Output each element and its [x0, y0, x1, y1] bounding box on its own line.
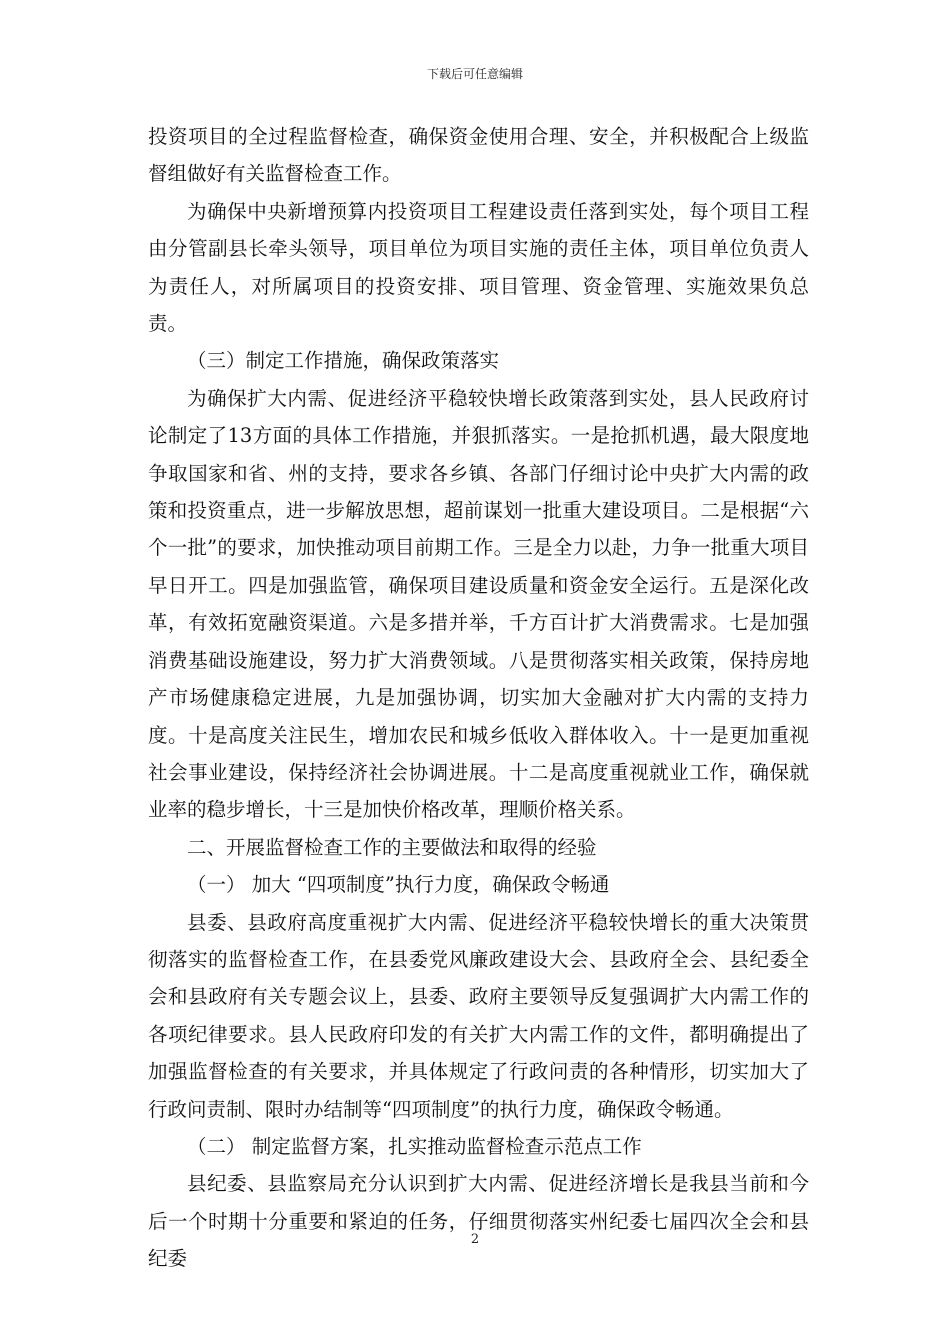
section-heading-3: （三）制定工作措施，确保政策落实 [187, 349, 500, 373]
page-number: 2 [470, 1232, 480, 1247]
document-body [148, 118, 809, 1278]
paragraph-four-systems: 县委、县政府高度重视扩大内需、促进经济平稳较快增长的重大决策贯彻落实的监督检查工作，在县委党风廉政建设大会、县政府全会、县纪委全会和县政府有关专题会议上，县委、政府主要领导反复强调扩大内需工作的各项纪律要求。县人民政府印发的有关扩大内需工作的文件，都明确提出了加强监督检查的有关要求，并具体规定了行政问责的各种情形，切实加大了行政问责制、限时办结制等“四项制度”的执行力度，确保政令畅通。 [148, 910, 809, 1121]
section-heading-1: （一） 加大 “四项制度”执行力度，确保政令畅通 [187, 873, 610, 897]
page-header: 下载后可任意编辑 [426, 67, 523, 81]
section-heading-2: （二） 制定监督方案，扎实推动监督检查示范点工作 [187, 1134, 642, 1158]
paragraph-work-measures: 为确保扩大内需、促进经济平稳较快增长政策落到实处，县人民政府讨论制定了13方面的具体工作措施，并狠抓落实。一是抢抓机遇，最大限度地争取国家和省、州的支持，要求各乡镇、各部门仔细讨论中央扩大内需的政策和投资重点，进一步解放思想，超前谋划一批重大建设项目。二是根据“六个一批”的要求，加快推动项目前期工作。三是全力以赴，力争一批重大项目早日开工。四是加强监管，确保项目建设质量和资金安全运行。五是深化改革，有效拓宽融资渠道。六是多措并举，千方百计扩大消费需求。七是加强消费基础设施建设，努力扩大消费领域。八是贯彻落实相关政策，保持房地产市场健康稳定进展，九是加强协调，切实加大金融对扩大内需的支持力度。十是高度关注民生，增加农民和城乡低收入群体收入。十一是更加重视社会事业建设，保持经济社会协调进展。十二是高度重视就业工作，确保就业率的稳步增长，十三是加快价格改革，理顺价格关系。 [148, 386, 809, 822]
section-heading-two: 二、开展监督检查工作的主要做法和取得的经验 [187, 835, 597, 859]
paragraph-supervision-plan: 县纪委、县监察局充分认识到扩大内需、促进经济增长是我县当前和今后一个时期十分重要和紧迫的任务，仔细贯彻落实州纪委七届四次全会和县纪委 [148, 1172, 809, 1271]
paragraph-continuation: 投资项目的全过程监督检查，确保资金使用合理、安全，并积极配合上级监督组做好有关监督检查工作。 [148, 125, 809, 186]
paragraph-project-responsibility: 为确保中央新增预算内投资项目工程建设责任落到实处，每个项目工程由分管副县长牵头领导，项目单位为项目实施的责任主体，项目单位负责人为责任人，对所属项目的投资安排、项目管理、资金管理、实施效果负总责。 [148, 199, 809, 336]
